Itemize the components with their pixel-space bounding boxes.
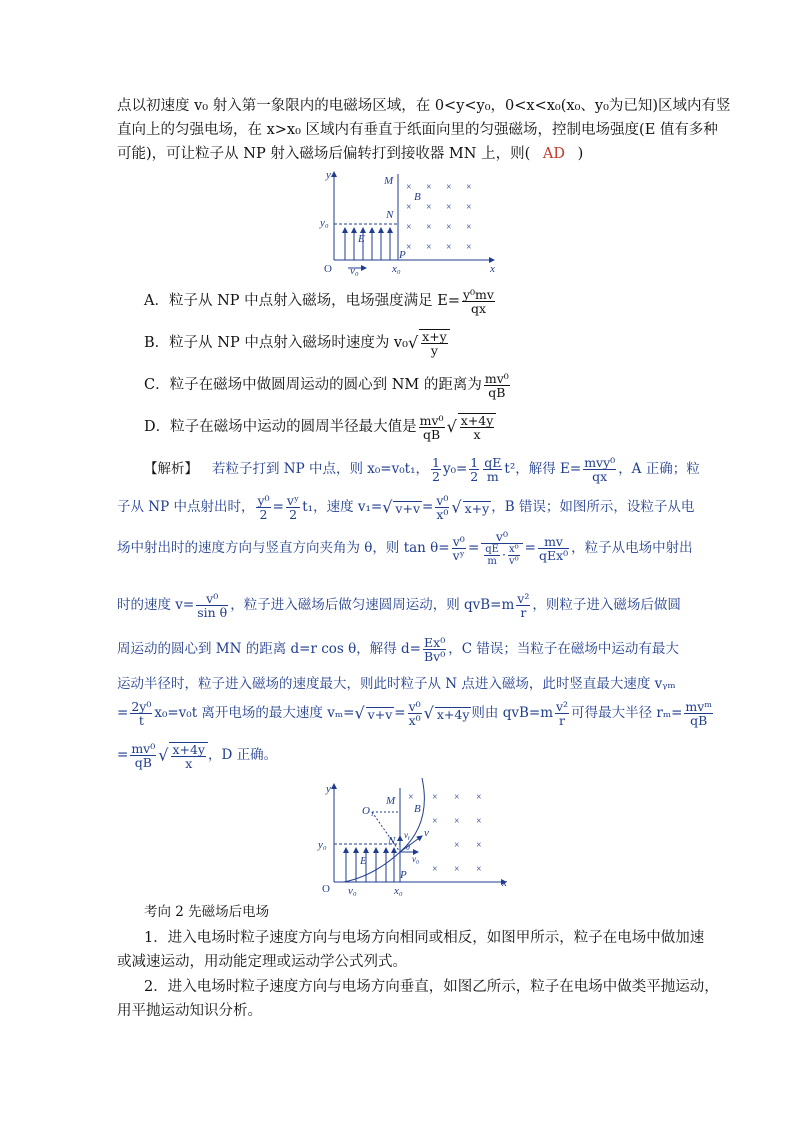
fig1-P-label: P <box>399 249 406 261</box>
fig2-arc <box>400 778 424 852</box>
svg-text:×: × <box>466 202 472 213</box>
fig2-v0-label: v₀ <box>348 885 357 896</box>
fig2-theta-label: θ <box>406 843 410 852</box>
svg-text:×: × <box>408 792 414 803</box>
svg-text:×: × <box>476 816 482 827</box>
fig1-x0-label: x₀ <box>392 263 401 275</box>
svg-text:×: × <box>476 792 482 803</box>
option-d-den: qB <box>423 426 441 442</box>
option-d-text: D．粒子在磁场中运动的圆周半径最大值是 <box>144 419 417 435</box>
svg-text:×: × <box>446 222 452 233</box>
analysis-line-2: 子从 NP 中点射出时， $\frac{\text{y⁰}}{2}$ = $\frac{\text{vʸ}}{2}$ t₁，速度 v₁=√ v+v = $\frac{\text{v⁰}}{\text{x⁰}}$ √ x+y ，B 错误；如图所示，设粒子从电 <box>117 493 695 522</box>
option-a <box>144 286 497 316</box>
fig1-v0-label: v₀ <box>350 265 359 276</box>
fig1-M-label: M <box>384 175 394 187</box>
svg-text:×: × <box>432 864 438 875</box>
option-b-num: x+y <box>422 329 447 344</box>
fig2-O1-label: O₁ <box>362 805 374 817</box>
svg-text:×: × <box>432 816 438 827</box>
section-p1-line-2: 或减速运动，用动能定理或运动学公式列式。 <box>117 954 407 970</box>
section-p2-line-1: 2．进入电场时粒子速度方向与电场方向垂直，如图乙所示，粒子在电场中做类平抛运动， <box>144 979 719 995</box>
svg-text:×: × <box>476 840 482 851</box>
fig2-E-label: E <box>360 855 367 867</box>
svg-text:×: × <box>406 202 412 213</box>
fig1-y0-label: y₀ <box>320 217 329 229</box>
analysis-label: 【解析】 <box>144 461 198 477</box>
fig2-y0-label: y₀ <box>318 839 327 851</box>
analysis-line-6: 运动半径时，粒子进入磁场的速度最大，则此时粒子从 N 点进入磁场，此时竖直最大速度 vᵧₘ <box>117 676 676 692</box>
fig2-N-label: N <box>388 835 396 847</box>
section-p1-line-1: 1．进入电场时粒子速度方向与电场方向相同或相反，如图甲所示，粒子在电场中做加速 <box>144 930 705 946</box>
svg-text:×: × <box>446 182 452 193</box>
option-a-text: A．粒子从 NP 中点射入磁场，电场强度满足 E= <box>144 293 460 309</box>
analysis-line-3: 场中射出时的速度方向与竖直方向夹角为 θ，则 tan θ= $\frac{\text{v⁰}}{\text{vʸ}}$ = v⁰ $\frac{qE}{m}$ · $\frac{\text{x⁰}}{\text{v⁰}}$ = $\frac{mv}{\text{qEx⁰}}$ ，粒子从电场中射出 <box>117 529 693 567</box>
option-b-text: B．粒子从 NP 中点射入磁场时速度为 v₀ <box>144 335 408 351</box>
svg-text:×: × <box>446 242 452 253</box>
svg-text:×: × <box>476 864 482 875</box>
option-c-num: mv⁰ <box>484 370 509 386</box>
section-p2-line-2: 用平抛运动知识分析。 <box>117 1003 262 1019</box>
svg-text:×: × <box>466 182 472 193</box>
option-a-num: y⁰mv <box>462 286 494 302</box>
fig1-x-label: x <box>490 263 495 275</box>
svg-text:×: × <box>406 242 412 253</box>
fig2-radius <box>372 812 400 852</box>
fig2-parabola <box>344 852 400 882</box>
analysis-line-7: = $\frac{\text{2y⁰}}{t}$ x₀=v₀t 离开电场的最大速度 vₘ=√ v+v = $\frac{\text{v⁰}}{\text{x⁰}}$ √ x+4y 则由 qvB=m $\frac{\text{v²}}{r}$ 可得最大半径 rₘ= $\frac{\text{mvᵐ}}{qB}$ <box>117 699 713 728</box>
figure-1 <box>318 168 500 276</box>
fig2-origin-label: O <box>322 883 330 895</box>
svg-text:×: × <box>454 840 460 851</box>
svg-text:×: × <box>446 202 452 213</box>
analysis-line-5: 周运动的圆心到 MN 的距离 d=r cos θ，解得 d= $\frac{\text{Ex⁰}}{\text{Bv⁰}}$ ，C 错误；当粒子在磁场中运动有最大 <box>117 635 679 664</box>
fig1-B-label: B <box>414 191 421 203</box>
option-c <box>144 370 512 400</box>
question-close-paren: ) <box>577 146 584 162</box>
option-d-rnum: x+4y <box>460 413 494 428</box>
svg-text:×: × <box>406 182 412 193</box>
analysis-line-4: 时的速度 v= $\frac{\text{v⁰}}{\text{sin θ}}$ ，粒子进入磁场后做匀速圆周运动，则 qvB=m $\frac{\text{v²}}{r}$ ，则粒子进入磁场后做圆 <box>117 591 681 620</box>
fig1-N-label: N <box>386 209 394 221</box>
svg-text:×: × <box>426 222 432 233</box>
option-d-num: mv⁰ <box>419 412 444 428</box>
fig2-B-label: B <box>414 803 421 815</box>
svg-text:×: × <box>454 864 460 875</box>
fig2-x-label: x <box>502 877 507 889</box>
fig2-v-label: v <box>424 827 429 839</box>
fig2-M-label: M <box>386 795 396 807</box>
fig2-y-label: y <box>326 783 331 795</box>
question-line-3 <box>117 142 583 166</box>
fig2-vy-label: vᵧ <box>404 830 411 840</box>
fig1-y-label: y <box>326 169 331 181</box>
option-d-rden: x <box>473 427 481 442</box>
answer-text: AD <box>542 146 565 162</box>
option-d: D．粒子在磁场中运动的圆周半径最大值是 $\frac{\text{mv⁰}}{qB}$ √ $\frac{x+4y}{x}$ <box>144 412 496 442</box>
option-b: B．粒子从 NP 中点射入磁场时速度为 v₀√ $\frac{x+y}{y}$ <box>144 328 450 358</box>
svg-text:×: × <box>454 816 460 827</box>
question-line-2: 直向上的匀强电场，在 x>x₀ 区域内有垂直于纸面向里的匀强磁场，控制电场强度(E 值有多种 <box>117 122 718 138</box>
svg-text:×: × <box>466 242 472 253</box>
svg-text:×: × <box>426 182 432 193</box>
fig2-P-label: P <box>400 869 407 881</box>
svg-text:×: × <box>406 222 412 233</box>
analysis-line-8: = $\frac{\text{mv⁰}}{qB}$ √ $\frac{x+4y}{x}$ ，D 正确。 <box>117 741 278 771</box>
section-title: 考向 2 先磁场后电场 <box>144 904 270 920</box>
question-line-3-text: 可能)，可让粒子从 NP 射入磁场后偏转打到接收器 MN 上，则( <box>117 146 531 162</box>
fig1-origin-label: O <box>324 263 332 275</box>
option-a-den: qx <box>470 300 487 316</box>
svg-text:×: × <box>432 792 438 803</box>
option-c-text: C．粒子在磁场中做圆周运动的圆心到 NM 的距离为 <box>144 377 482 393</box>
svg-text:×: × <box>466 222 472 233</box>
svg-text:×: × <box>454 792 460 803</box>
svg-text:×: × <box>426 242 432 253</box>
question-line-1: 点以初速度 v₀ 射入第一象限内的电磁场区域，在 0<y<y₀，0<x<x₀(x₀、y₀为已知)区域内有竖 <box>117 98 731 114</box>
option-c-den: qB <box>488 384 506 400</box>
figure-2 <box>314 778 514 896</box>
option-b-den: y <box>430 343 438 358</box>
fig2-x0-label: x₀ <box>394 885 403 896</box>
fig2-v0b-label: v₀ <box>412 854 420 864</box>
fig1-E-label: E <box>358 233 365 245</box>
svg-text:×: × <box>426 202 432 213</box>
analysis-line-1: 【解析】 若粒子打到 NP 中点，则 x₀=v₀t₁， $\frac{1}{2}$ y₀= $\frac{1}{2}$ $\frac{qE}{m}$ t²，解得 E= $\frac{\text{mvy⁰}}{qx}$ ，A 正确；粒 <box>144 455 700 484</box>
